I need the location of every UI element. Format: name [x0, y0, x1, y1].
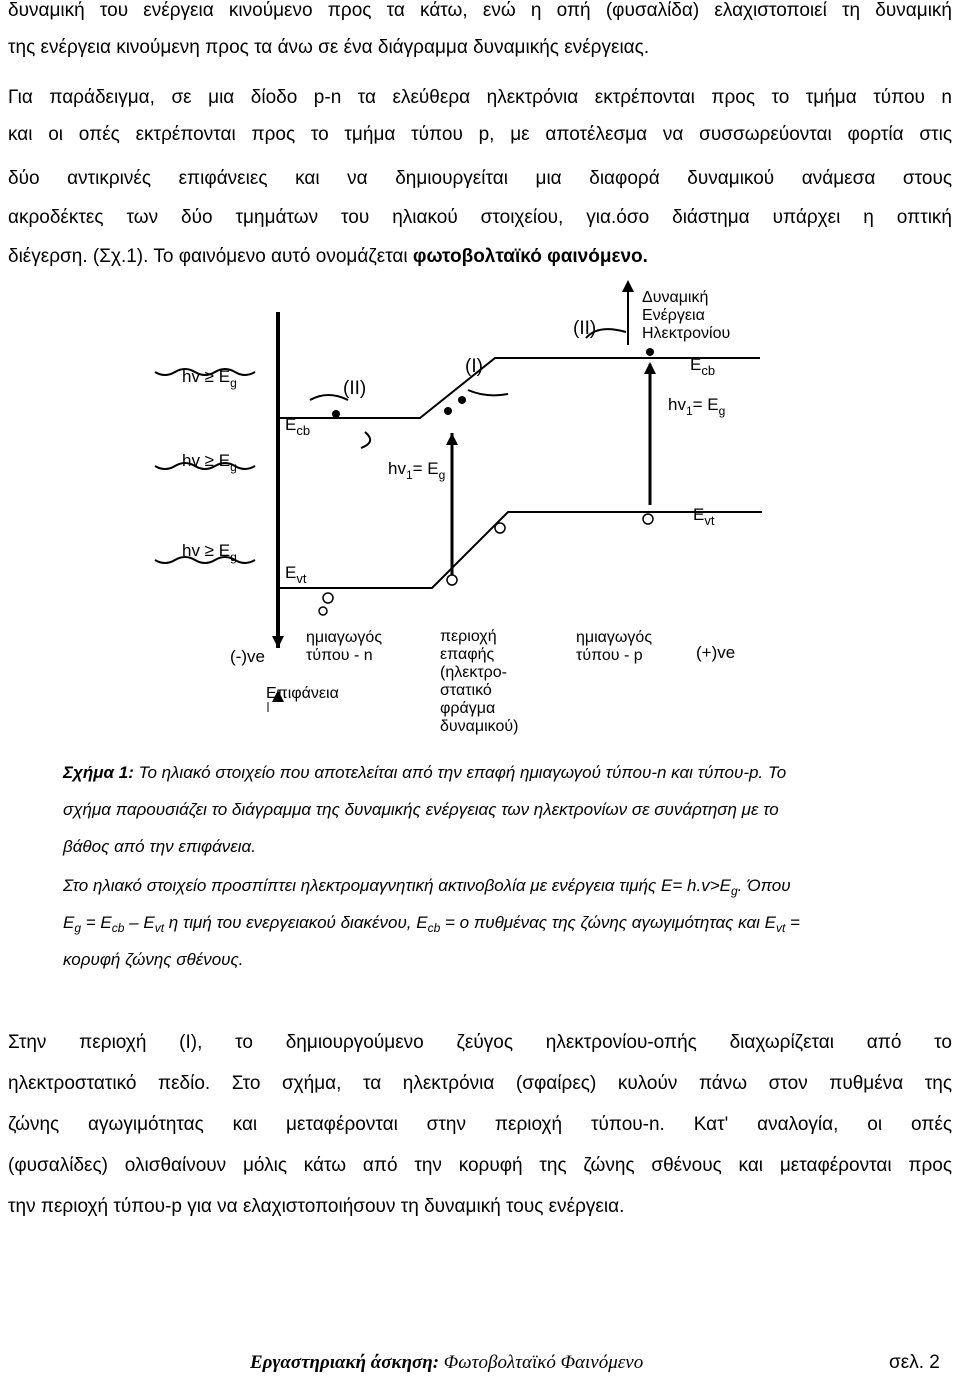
subscript: g	[730, 884, 738, 898]
text-line: ζώνης αγωγιμότητας και μεταφέρονται στην περιοχή τύπου-n. Κατ' αναλογία, οι οπές	[8, 1114, 952, 1135]
diagram-lines	[155, 288, 762, 648]
curved-arrow	[361, 432, 370, 448]
subscript: vt	[775, 921, 786, 935]
text-line: δύο αντικρινές επιφάνειες και να δημιουργείται μια διαφορά δυναμικού ανάμεσα στους	[8, 168, 952, 189]
caption-text: η τιμή του ενεργειακού διακένου, E	[164, 913, 428, 932]
hv1-label: $hv_1= E_g$	[388, 459, 446, 482]
subscript: cb	[427, 921, 441, 935]
n-type-label: ημιαγωγός	[306, 629, 383, 646]
axis-label: Δυναμική	[642, 289, 709, 306]
positive-terminal-label: (+)ve	[696, 643, 736, 662]
caption-line: σχήμα παρουσιάζει το διάγραμμα της δυναμικής ενέργειας των ηλεκτρονίων σε συνάρτηση με το	[63, 800, 779, 819]
caption-text: – E	[124, 913, 155, 932]
caption-line: κορυφή ζώνης σθένους.	[63, 950, 244, 969]
photon-energy-label: hv ≥ $E_g$	[182, 367, 237, 390]
text-line: της ενέργεια κινούμενη προς τα άνω σε ένα διάγραμμα δυναμικής ενέργειας.	[8, 37, 650, 58]
hole	[319, 607, 327, 615]
text-line: Για παράδειγμα, σε μια δίοδο p-n τα ελεύθερα ηλεκτρόνια εκτρέπονται προς το τμήμα τύπου n	[8, 87, 952, 108]
evt-label: $E_{vt}$	[285, 563, 307, 586]
p-type-label: ημιαγωγός	[576, 629, 653, 646]
axis-label: Ηλεκτρονίου	[642, 325, 731, 342]
surface-label: Επιφάνεια	[266, 685, 339, 702]
arrowhead	[644, 362, 656, 374]
hole	[323, 593, 333, 603]
junction-label: περιοχή	[440, 628, 497, 645]
electron	[444, 407, 452, 415]
region-label: (II)	[343, 378, 367, 399]
axis-arrowhead	[622, 280, 634, 292]
caption-text: = E	[81, 913, 112, 932]
subscript: vt	[154, 921, 165, 935]
text-line: ακροδέκτες των δύο τμημάτων του ηλιακού στοιχείου, για.όσο διάστημα υπάρχει η οπτική	[8, 207, 952, 228]
junction-label: στατικό	[440, 682, 492, 699]
text-line: (φυσαλίδες) ολισθαίνουν μόλις κάτω από την κορυφή της ζώνης σθένους και μεταφέρονται προς	[8, 1155, 952, 1176]
hole	[643, 514, 653, 524]
hole	[495, 523, 505, 533]
junction-label: δυναμικού)	[440, 718, 519, 735]
curved-arrow	[468, 390, 508, 395]
text-line: την περιοχή τύπου-p για να ελαχιστοποιήσουν τη δυναμική τους ενέργεια.	[8, 1196, 625, 1217]
n-type-label: τύπου - n	[306, 647, 373, 664]
caption-text: Το ηλιακό στοιχείο που αποτελείται από την επαφή ημιαγωγού τύπου-n και τύπου-p. Το	[133, 763, 787, 782]
footer-subject: Φωτοβολταϊκό Φαινόμενο	[439, 1352, 644, 1373]
caption-text: . Όπου	[737, 876, 791, 895]
valence-band	[280, 512, 762, 588]
caption-line: βάθος από την επιφάνεια.	[63, 837, 256, 856]
electron	[332, 410, 340, 418]
footer-title: Εργαστηριακή άσκηση:	[250, 1352, 440, 1373]
junction-label: φράγμα	[440, 700, 496, 717]
evt-label: $E_{vt}$	[693, 505, 715, 528]
bold-term: φωτοβολταϊκό φαινόμενο.	[412, 246, 648, 267]
ecb-label: $E_{cb}$	[690, 355, 716, 378]
text-line: δυναμική του ενέργεια κινούμενο προς τα κάτω, ενώ η οπή (φυσαλίδα) ελαχιστοποιεί τη δυναμική	[8, 0, 952, 21]
subscript: g	[74, 921, 82, 935]
caption-text: E	[63, 913, 75, 932]
caption-text: = ο πυθμένας της ζώνης αγωγιμότητας και E	[440, 913, 776, 932]
text-line: Στην περιοχή (I), το δημιουργούμενο ζεύγος ηλεκτρονίου-οπής διαχωρίζεται από το	[8, 1032, 952, 1053]
arrowhead	[446, 433, 458, 445]
figure-caption	[63, 754, 899, 791]
holes	[319, 514, 653, 615]
text-span: διέγερση. (Σχ.1). Το φαινόμενο αυτό ονομάζεται	[8, 246, 413, 267]
hv1-label: $hv_1= E_g$	[668, 395, 726, 418]
p-type-label: τύπου - p	[576, 647, 643, 664]
hole	[447, 575, 457, 585]
page-footer	[250, 1352, 643, 1374]
caption-text: =	[785, 913, 800, 932]
caption-text: Στο ηλιακό στοιχείο προσπίπτει ηλεκτρομαγνητική ακτινοβολία με ενέργεια τιμής E= h.v>E	[63, 876, 731, 895]
arrowhead	[272, 636, 284, 648]
electron	[646, 348, 654, 356]
electron	[458, 396, 466, 404]
text-line: και οι οπές εκτρέπονται προς το τμήμα τύπου p, με αποτέλεσμα να συσσωρεύονται φορτία στις	[8, 124, 952, 145]
negative-terminal-label: (-)ve	[230, 647, 265, 666]
photon-energy-label: hv ≥ $E_g$	[182, 541, 237, 564]
region-label: (II)	[573, 318, 597, 339]
junction-label: (ηλεκτρο-	[440, 664, 508, 681]
page-number: σελ. 2	[889, 1352, 940, 1373]
region-label: (I)	[465, 356, 483, 377]
subscript: cb	[111, 921, 125, 935]
junction-label: επαφής	[440, 646, 495, 663]
caption-label: Σχήμα 1:	[63, 763, 134, 782]
text-line: ηλεκτροστατικό πεδίο. Στο σχήμα, τα ηλεκτρόνια (σφαίρες) κυλούν πάνω στον πυθμένα της	[8, 1073, 952, 1094]
ecb-label: $E_{cb}$	[285, 415, 311, 438]
axis-label: Ενέργεια	[642, 307, 705, 324]
photon-energy-label: hv ≥ $E_g$	[182, 451, 237, 474]
